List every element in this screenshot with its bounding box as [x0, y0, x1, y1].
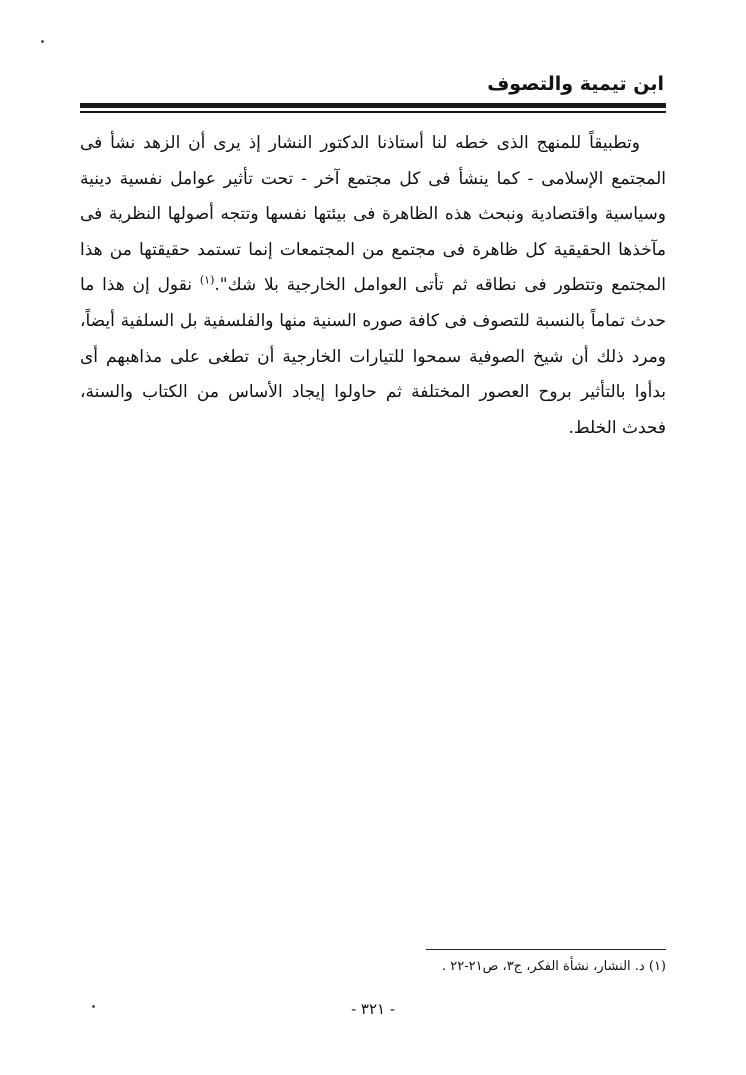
running-head-title: ابن تيمية والتصوف	[487, 73, 664, 95]
body-paragraph	[80, 126, 666, 446]
paragraph-rest-text: نقول إن هذا ما حدث تماماً بالنسبة للتصوف فى كافة صوره السنية منها والفلسفية بل السلفية أيضاً، ومرد ذلك أن شيخ الصوفية سمحوا للتيارات الخارجية أن تطغى على مذاهبهم أى بدأوا بالتأثير بروح العصور المختلفة ثم حاولوا إيجاد الأساس من الكتاب والسنة، فحدث الخلط.	[80, 275, 666, 438]
paragraph-main-text: وتطبيقاً للمنهج الذى خطه لنا أستاذنا الدكتور النشار إذ يرى أن الزهد نشأ فى المجتمع الإسلامى - كما ينشأ فى كل مجتمع آخر - تحت تأثير عوامل نفسية دينية وسياسية واقتصادية ونبحث هذه الظاهرة فى بيئتها نفسها وتتجه أصولها النظرية فى مآخذها الحقيقية كل ظاهرة فى مجتمع من المجتمعات إنما تستمد حقيقتها من هذا المجتمع وتتطور فى نطاقه ثم تأتى العوامل الخارجية بلا شك".	[80, 133, 666, 296]
page-number: - ٣٢١ -	[351, 1000, 395, 1018]
scan-speck	[92, 1005, 95, 1008]
scan-speck	[41, 40, 44, 43]
footnote-text: (١) د. النشار، نشأة الفكر، ج٣، ص٢١-٢٢ .	[442, 959, 666, 974]
header-rule-thin	[80, 111, 666, 113]
header-rule-thick	[80, 103, 666, 108]
footnote-reference: (١)	[199, 273, 215, 287]
footnote-rule	[426, 949, 666, 950]
